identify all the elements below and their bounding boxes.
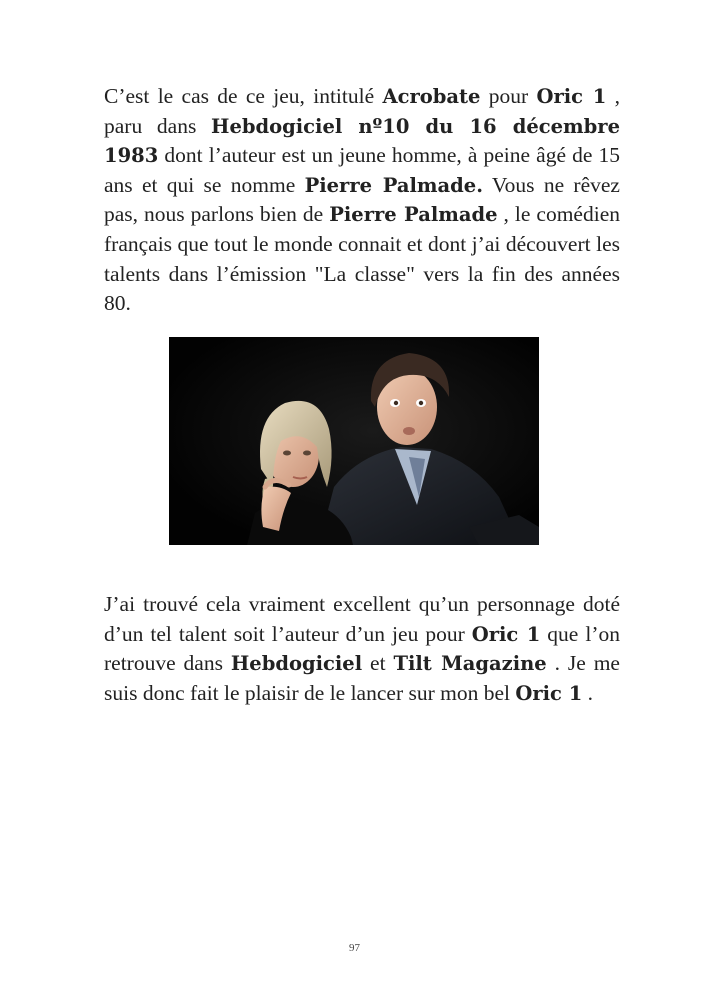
author-name: Pierre Palmade [329,203,498,227]
text-run: que l’on retrouve dans [104,621,620,676]
text-run: , le comédien français que tout le monde connait et dont j’ai découvert les talents dans l’émission "La classe" vers la fin des années 80. [104,202,620,316]
text-run: dont l’auteur est un jeune homme, à peine âgé de 15 ans et qui se nomme [104,143,620,197]
text-run: . [582,680,594,705]
author-name: Pierre Palmade. [304,173,483,197]
text-run: J’ai trouvé cela vraiment excellent qu’un personnage doté d’un tel talent soit l’auteur d’un jeu pour [104,592,620,646]
magazine-issue: Hebdogiciel nº10 du 16 décembre 1983 [104,114,620,168]
platform-name: Oric 1 [536,85,607,108]
text-run: Vous ne rêvez pas, nous parlons bien de [104,172,620,227]
game-title: Acrobate [382,85,481,108]
magazine-name: Tilt Magazine [393,652,547,676]
platform-name: Oric 1 [471,622,541,646]
text-run: pour [480,84,537,108]
platform-name: Oric 1 [515,681,583,705]
text-run: . Je me suis donc fait le plaisir de le lancer sur mon bel [104,651,620,705]
page-number: 97 [349,942,360,954]
paragraph-intro [104,82,620,319]
magazine-name: Hebdogiciel [230,652,363,676]
paragraph-conclusion [104,590,620,708]
text-run: , paru dans [104,84,621,138]
text-run: et [362,651,394,676]
text-run: C’est le cas de ce jeu, intitulé [104,84,383,108]
actors-photo [169,337,539,545]
